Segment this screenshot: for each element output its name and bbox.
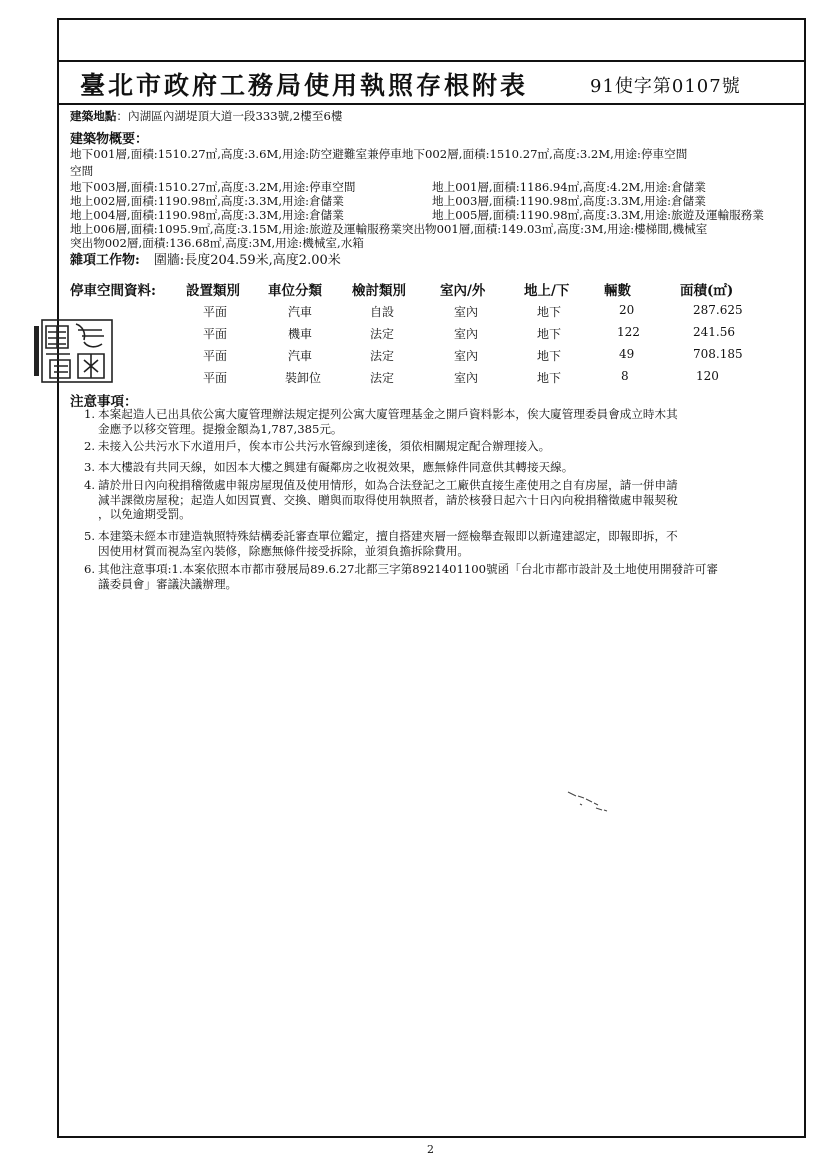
parking-cell: 120: [696, 369, 719, 383]
misc-value: 圍牆:長度204.59米,高度2.00米: [153, 253, 341, 268]
overview-left-2: 地上002層,面積:1190.98㎡,高度:3.3M,用途:倉儲業: [70, 194, 344, 208]
overview-right-2: 地上003層,面積:1190.98㎡,高度:3.3M,用途:倉儲業: [432, 194, 706, 208]
page-title: 臺北市政府工務局使用執照存根附表: [80, 71, 529, 100]
parking-cell: 8: [621, 369, 629, 383]
official-seal-stamp: [32, 316, 120, 388]
note-line: 本大樓設有共同天線，如因本大樓之興建有礙鄰房之收視效果，應無條件同意供其轉接天線。: [98, 460, 574, 474]
parking-cell: 室內: [454, 371, 479, 385]
note-number: 3.: [84, 460, 96, 474]
parking-cell: 地下: [537, 349, 562, 363]
parking-cell: 法定: [370, 327, 395, 341]
note-item: [86, 529, 796, 558]
note-number: 4.: [84, 478, 96, 492]
parking-cell: 汽車: [288, 349, 313, 363]
note-number: 2.: [84, 439, 96, 453]
note-line: 其他注意事項:1.本案依照本市都市發展局89.6.27北都三字第8921401100號函「台北市都市設計及土地使用開發許可審: [98, 562, 718, 576]
note-item: [86, 439, 796, 454]
parking-cell: 708.185: [693, 347, 743, 361]
parking-col-type: 設置類別: [186, 283, 240, 299]
parking-cell: 地下: [537, 305, 562, 319]
parking-cell: 法定: [370, 349, 395, 363]
parking-col-level: 地上/下: [524, 283, 570, 299]
parking-cell: 平面: [203, 327, 228, 341]
note-number: 6.: [84, 562, 96, 576]
note-number: 1.: [84, 407, 96, 421]
parking-col-inout: 室內/外: [440, 283, 486, 299]
note-line: 金應予以移交管理。提撥金額為1,787,385元。: [98, 421, 343, 436]
parking-cell: 裝卸位: [285, 371, 322, 385]
misc-row: [70, 254, 341, 267]
note-line: 本建築未經本市建造執照特殊結構委託審查單位鑑定，擅自搭建夾層一經檢舉查報即以新違建認定，即報即拆，不: [98, 529, 678, 543]
parking-col-class: 車位分類: [268, 283, 322, 299]
parking-cell: 122: [617, 325, 640, 339]
overview-line-f6: 地上006層,面積:1095.9㎡,高度:3.15M,用途:旅遊及運輸服務業突出物001層,面積:149.03㎡,高度:3M,用途:樓梯間,機械室: [70, 222, 708, 236]
address-row: [70, 110, 342, 123]
note-line: 議委員會」審議決議辦理。: [98, 576, 238, 591]
parking-col-review: 檢討類別: [352, 283, 406, 299]
note-line: 未接入公共污水下水道用戶，俟本市公共污水管線到達後，須依相關規定配合辦理接入。: [98, 439, 551, 453]
permit-number: 91使字第0107號: [590, 76, 741, 97]
note-line: 減半課徵房屋稅；起造人如因買賣、交換、贈與而取得使用執照者，請於核發日起六十日內向稅捐稽徵處申報契稅: [98, 492, 678, 507]
overview-right-3: 地上005層,面積:1190.98㎡,高度:3.3M,用途:旅遊及運輸服務業: [432, 208, 764, 222]
parking-col-count: 輛數: [604, 283, 631, 299]
parking-cell: 自設: [370, 305, 395, 319]
parking-cell: 地下: [537, 371, 562, 385]
overview-left-1: 地下003層,面積:1510.27㎡,高度:3.2M,用途:停車空間: [70, 180, 356, 194]
parking-cell: 法定: [370, 371, 395, 385]
parking-cell: 49: [619, 347, 635, 361]
misc-label: 雜項工作物:: [70, 253, 140, 268]
scan-mark: [566, 788, 616, 818]
parking-cell: 平面: [203, 305, 228, 319]
parking-cell: 汽車: [288, 305, 313, 319]
parking-cell: 20: [619, 303, 635, 317]
note-item: [86, 460, 796, 475]
parking-cell: 室內: [454, 327, 479, 341]
parking-cell: 平面: [203, 349, 228, 363]
overview-label: 建築物概要：: [70, 132, 149, 147]
overview-line-roof: 突出物002層,面積:136.68㎡,高度:3M,用途:機械室,水箱: [70, 236, 364, 250]
address-label: 建築地點: [70, 109, 117, 123]
overview-right-1: 地上001層,面積:1186.94㎡,高度:4.2M,用途:倉儲業: [432, 180, 706, 194]
parking-cell: 室內: [454, 305, 479, 319]
page-number: 2: [427, 1143, 434, 1156]
note-line: 本案起造人已出具依公寓大廈管理辦法規定提列公寓大廈管理基金之開戶資料影本，俟大廈管理委員會成立時木其: [98, 407, 678, 421]
parking-cell: 241.56: [693, 325, 735, 339]
overview-line-1: 地下001層,面積:1510.27㎡,高度:3.6M,用途:防空避難室兼停車地下002層,面積:1510.27㎡,高度:3.2M,用途:停車空間: [70, 147, 688, 161]
note-item: [86, 478, 796, 522]
note-item: [86, 562, 796, 591]
overview-left-3: 地上004層,面積:1190.98㎡,高度:3.3M,用途:倉儲業: [70, 208, 344, 222]
note-line: 請於卅日內向稅捐稽徵處申報房屋現值及使用情形，如為合法登記之工廠供直接生產使用之自有房屋，請一併申請: [98, 478, 678, 492]
parking-cell: 室內: [454, 349, 479, 363]
note-line: 因使用材質而視為室內裝修，除應無條件接受拆除，並須負擔拆除費用。: [98, 543, 470, 558]
note-number: 5.: [84, 529, 96, 543]
parking-cell: 平面: [203, 371, 228, 385]
note-line: ，以免逾期受罰。: [98, 507, 191, 521]
notes-title: 注意事項：: [70, 394, 138, 410]
parking-cell: 機車: [288, 327, 313, 341]
address-value: ：內湖區內湖堤頂大道一段333號,2樓至6樓: [116, 109, 343, 123]
parking-label: 停車空間資料:: [70, 283, 156, 299]
note-item: [86, 407, 796, 436]
parking-cell: 地下: [537, 327, 562, 341]
parking-col-area: 面積(㎡): [680, 283, 734, 299]
parking-cell: 287.625: [693, 303, 743, 317]
overview-line-1b: 空間: [70, 164, 94, 178]
